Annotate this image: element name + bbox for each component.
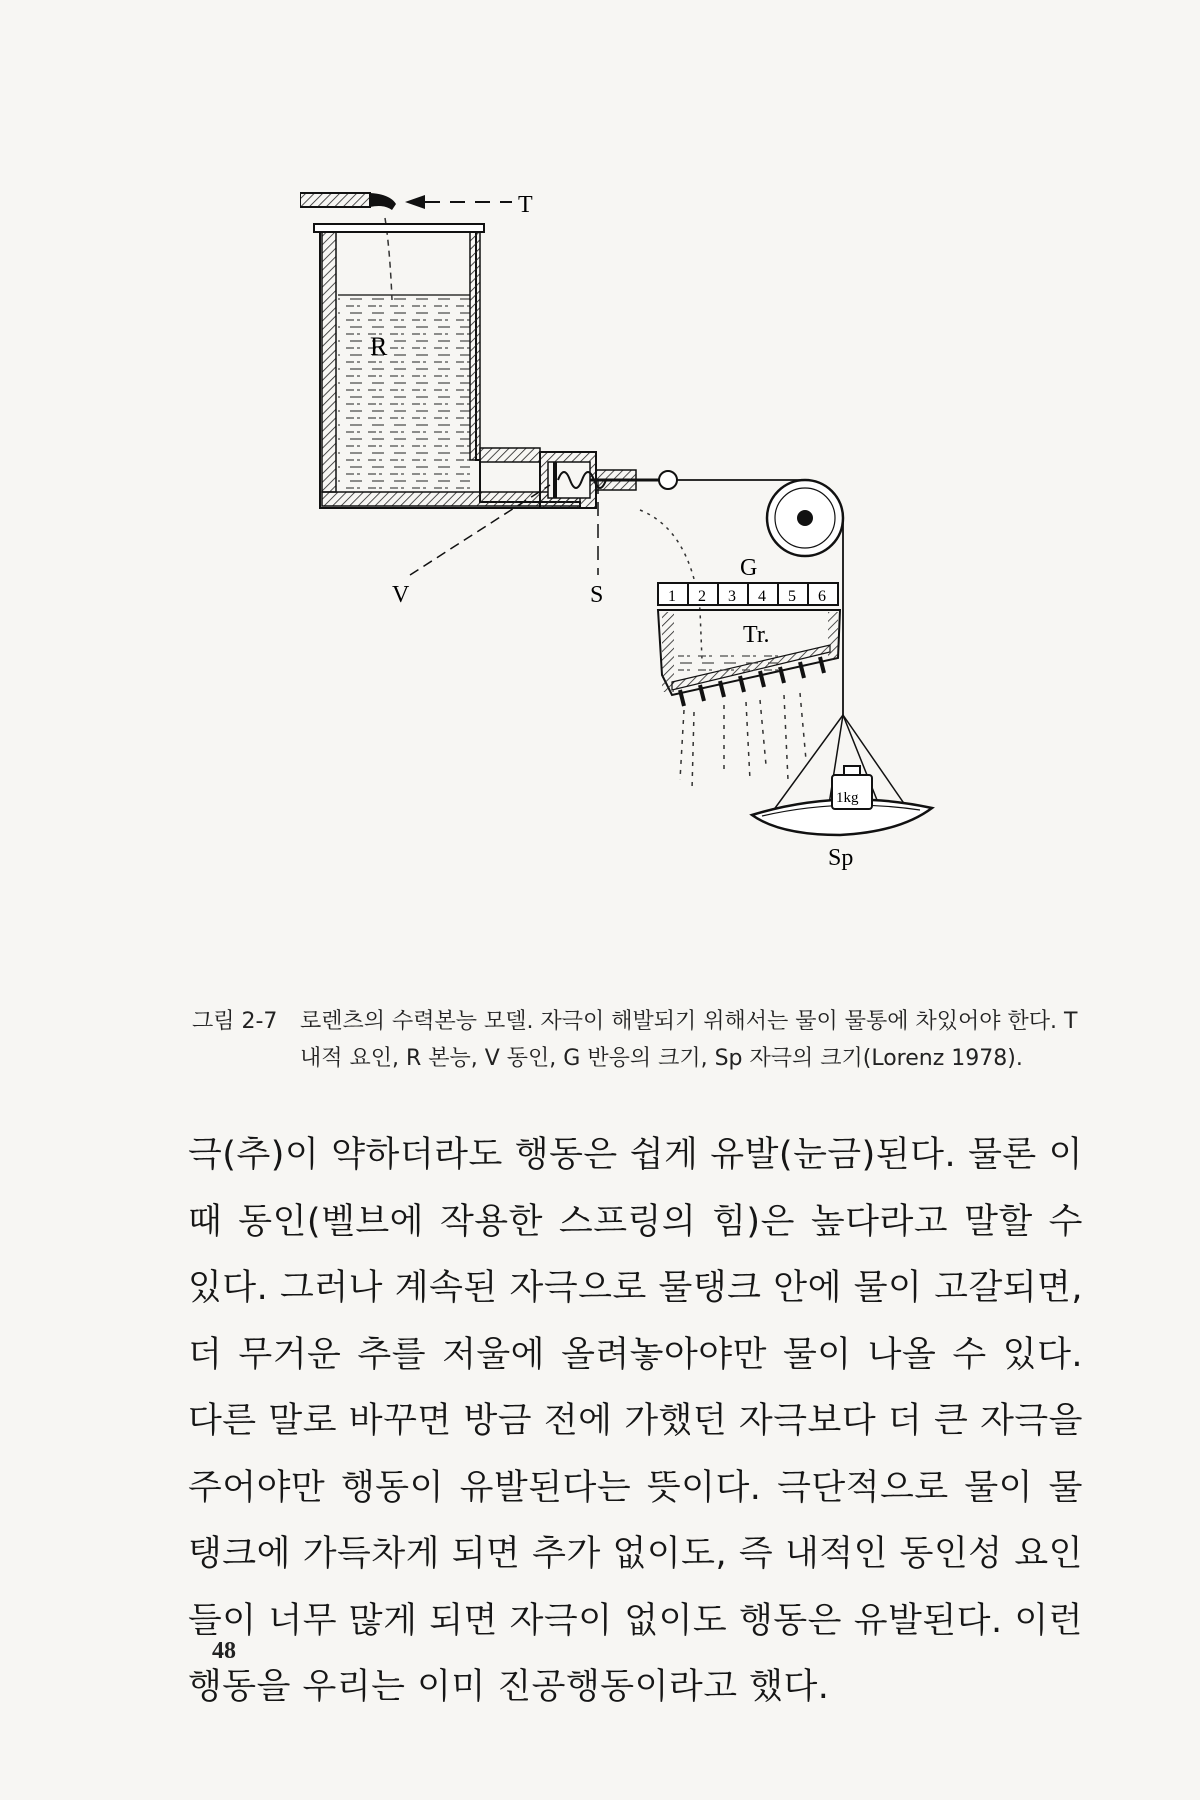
- caption-number: 그림 2-7: [192, 1009, 278, 1034]
- label-sp: Sp: [828, 845, 854, 871]
- label-t: T: [518, 192, 533, 218]
- label-r: R: [370, 332, 388, 361]
- caption-text: 로렌츠의 수력본능 모델. 자극이 해발되기 위해서는 물이 물통에 차있어야 한다. T 내적 요인, R 본능, V 동인, G 반응의 크기, Sp 자극의 크기(Lorenz 1978).: [300, 1009, 1078, 1071]
- scale-mark: 1: [668, 588, 676, 605]
- scale-mark: 3: [728, 588, 736, 605]
- scale-mark: 5: [788, 588, 796, 605]
- label-tr: Tr.: [743, 622, 770, 648]
- response-scale: [658, 583, 838, 605]
- page-number: 48: [212, 1638, 236, 1664]
- hydraulic-model-figure: [300, 190, 960, 980]
- label-g: G: [740, 555, 758, 581]
- scale-mark: 2: [698, 588, 706, 605]
- label-s: S: [590, 582, 604, 608]
- body-paragraph: 극(추)이 약하더라도 행동은 쉽게 유발(눈금)된다. 물론 이때 동인(벨브에 작용한 스프링의 힘)은 높다라고 말할 수 있다. 그러나 계속된 자극으로 물탱크 안에 물이 고갈되면, 더 무거운 추를 저울에 올려놓아야만 물이 나올 수 있다. 다른 말로 바꾸면 방금 전에 가했던 자극보다 더 큰 자극을 주어야만 행동이 유발된다는 뜻이다. 극단적으로 물이 물탱크에 가득차게 되면 추가 없이도, 즉 내적인 동인성 요인들이 너무 많게 되면 자극이 없이도 행동은 유발된다. 이런 행동을 우리는 이미 진공행동이라고 했다.: [188, 1135, 1083, 1707]
- label-v: V: [392, 582, 410, 608]
- scale-mark: 4: [758, 588, 766, 605]
- drip-streams: [680, 693, 806, 790]
- weight-label: 1kg: [836, 790, 859, 806]
- faucet-pipe: [300, 193, 396, 210]
- faucet-arrow: [405, 195, 512, 209]
- scale-mark: 6: [818, 588, 826, 605]
- valve-spring-assembly: [540, 452, 677, 508]
- figure-caption: [192, 1003, 1092, 1077]
